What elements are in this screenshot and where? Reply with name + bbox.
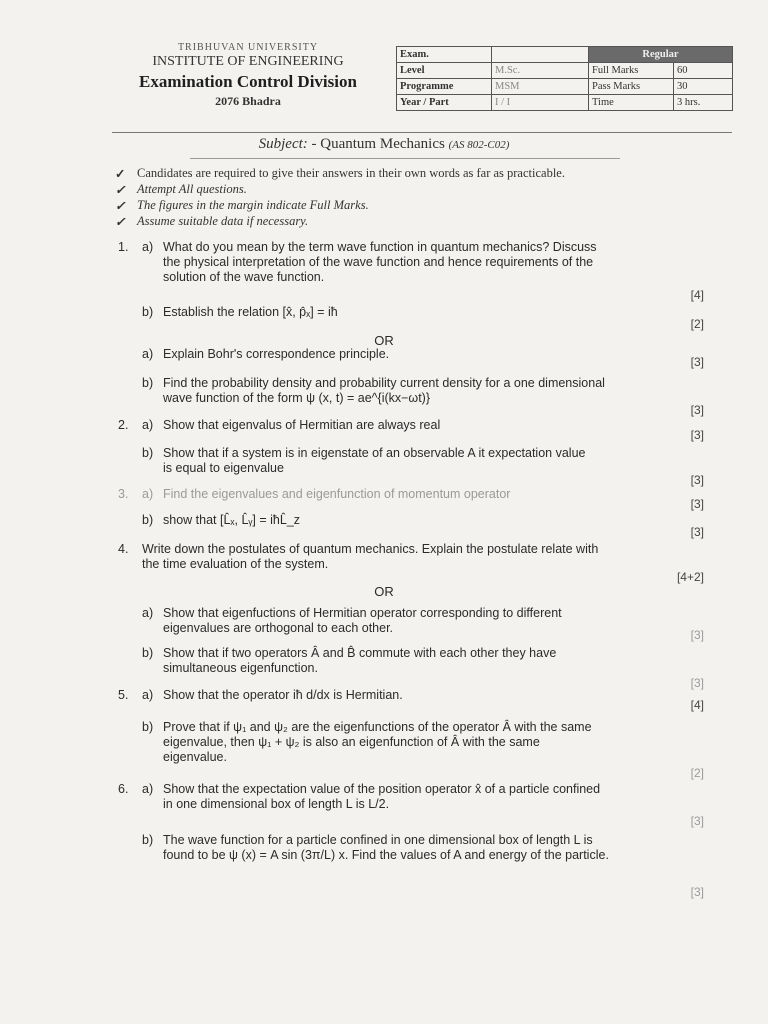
marks: [4+2] <box>676 570 704 584</box>
full-marks-label: Full Marks <box>589 63 674 79</box>
marks: [3] <box>690 885 704 899</box>
marks: [2] <box>690 766 704 780</box>
year-label: Year / Part <box>397 95 492 111</box>
instruction-item: ✓ The figures in the margin indicate Full Marks. <box>115 198 369 213</box>
marks: [3] <box>690 814 704 828</box>
year-value: I / I <box>492 95 589 111</box>
instruction-item: ✓ Attempt All questions. <box>115 182 247 197</box>
exam-value: Regular <box>589 47 733 63</box>
marks: [3] <box>690 497 704 511</box>
check-icon: ✓ <box>115 199 126 213</box>
subject-code: (AS 802-C02) <box>448 139 510 151</box>
level-value: M.Sc. <box>492 63 589 79</box>
subject-name: - Quantum Mechanics <box>311 136 445 152</box>
check-icon: ✓ <box>115 183 126 197</box>
programme-value: MSM <box>492 79 589 95</box>
or-separator: OR <box>374 333 394 348</box>
level-label: Level <box>397 63 492 79</box>
check-icon: ✓ <box>115 167 126 181</box>
pass-marks-label: Pass Marks <box>589 79 674 95</box>
instruction-item: ✓ Candidates are required to give their answers in their own words as far as practicable. <box>115 166 565 181</box>
time-label: Time <box>589 95 674 111</box>
questions-section: 1. a) What do you mean by the term wave function in quantum mechanics? Discuss the physical interpretation of the wave function and hence requirements of the solution of the wave function. [4] b) Establish the relation [x̂, p̂ₓ] = iħ [2] OR a) Explain Bohr's correspondence principle. [3] b) Find the probability density and probability current density for a one dimensional wave function of the form ψ (x, t) = ae^{i(kx−ωt)} [3] 2. a) Show that eigenvalus of Hermitian are always real [3] b) Show that if a system is in eigenstate of an observable A it expectation value is equal to eigenvalue [3] 3. a) Find the eigenvalues and eigenfunction of momentum operator [3] b) show that [L̂ₓ, L̂ᵧ] = iħL̂_z [3] 4. Write down the postulates of quantum mechanics. Explain the postulate relate with the time evaluation of the system. [4+2] OR a) Show that eigenfuctions of Hermitian operator corresponding to different eigenvalues are orthogonal to each other. [3] b) Show that if two operators Â and B̂ commute with each other they have simultaneous eigenfunction. [3] 5. a) Show that the operator iħ d/dx is Hermitian. [4] b) Prove that if ψ₁ and ψ₂ are the eigenfunctions of the operator Â with the same eigenvalue, then ψ₁ + ψ₂ is also an eigenfunction of Â with the same eigenvalue. [2] 6. a) Show that the expectation value of the position operator x̂ of a particle confined in one dimensional box of length L is L/2. [3] b) The wave function for a particle confined in one dimensional box of length L is found to be ψ (x) = A sin (3π/L) x. Find the values of A and energy of the particle. [3] <box>0 0 768 1024</box>
subject-label: Subject: <box>258 136 308 152</box>
marks: [3] <box>690 628 704 642</box>
programme-label: Programme <box>397 79 492 95</box>
institute-name: INSTITUTE OF ENGINEERING <box>152 54 344 69</box>
division-name: Examination Control Division <box>139 72 357 91</box>
full-marks-value: 60 <box>674 63 733 79</box>
check-icon: ✓ <box>115 215 126 229</box>
marks: [3] <box>690 676 704 690</box>
marks: [3] <box>690 525 704 539</box>
marks: [4] <box>690 288 704 302</box>
marks: [3] <box>690 355 704 369</box>
marks: [4] <box>690 698 704 712</box>
or-separator: OR <box>374 584 394 599</box>
exam-session: 2076 Bhadra <box>215 94 281 108</box>
marks: [3] <box>690 428 704 442</box>
marks: [3] <box>690 403 704 417</box>
marks: [3] <box>690 473 704 487</box>
pass-marks-value: 30 <box>674 79 733 95</box>
university-name: TRIBHUVAN UNIVERSITY <box>177 42 319 53</box>
time-value: 3 hrs. <box>674 95 733 111</box>
instruction-item: ✓ Assume suitable data if necessary. <box>115 214 309 229</box>
exam-label: Exam. <box>397 47 492 63</box>
marks: [2] <box>690 317 704 331</box>
